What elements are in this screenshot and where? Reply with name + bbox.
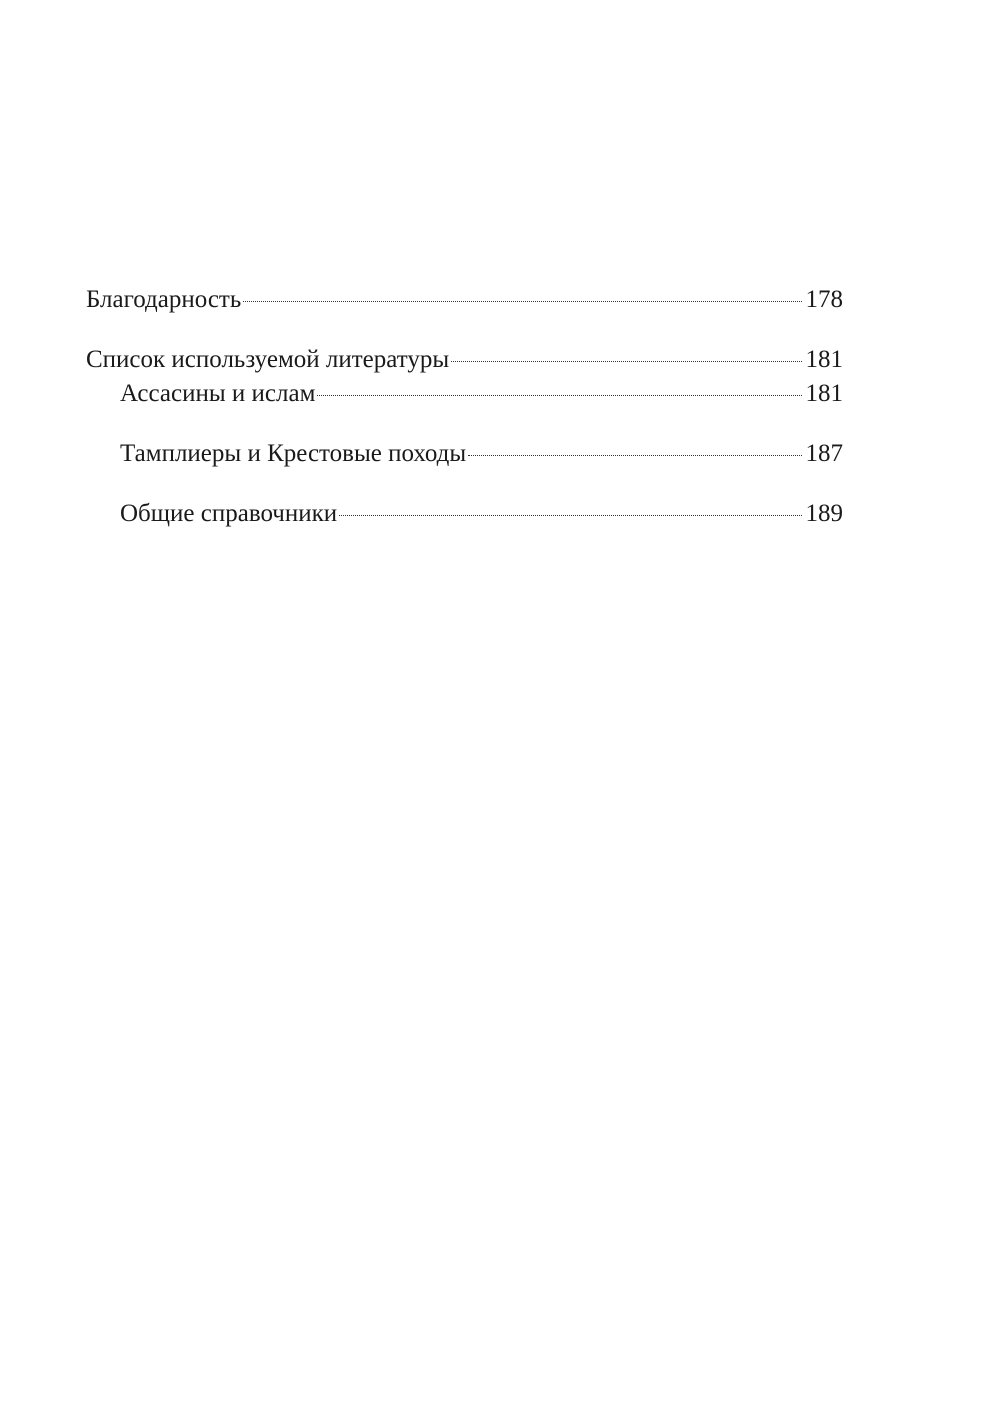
dot-leader [317,395,801,396]
toc-entry-bibliography[interactable] [86,343,843,377]
dot-leader [451,361,801,362]
toc-entry-page-number: 187 [805,440,843,467]
table-of-contents [86,283,843,531]
toc-entry-general-references[interactable] [86,497,843,531]
toc-entry-page-number: 181 [805,346,843,373]
dot-leader [243,301,801,302]
toc-entry-templars-crusades[interactable] [86,437,843,471]
toc-entry-title: Список используемой литературы [86,346,450,373]
dot-leader [339,515,801,516]
toc-entry-title: Благодарность [86,286,242,313]
toc-entry-acknowledgements[interactable] [86,283,843,317]
toc-entry-page-number: 178 [805,286,843,313]
toc-entry-assassins-islam[interactable] [86,377,843,411]
toc-entry-title: Общие справочники [120,500,338,527]
toc-entry-page-number: 181 [805,380,843,407]
toc-entry-page-number: 189 [805,500,843,527]
dot-leader [468,455,801,456]
toc-entry-title: Ассасины и ислам [120,380,316,407]
toc-entry-title: Тамплиеры и Крестовые походы [120,440,467,467]
